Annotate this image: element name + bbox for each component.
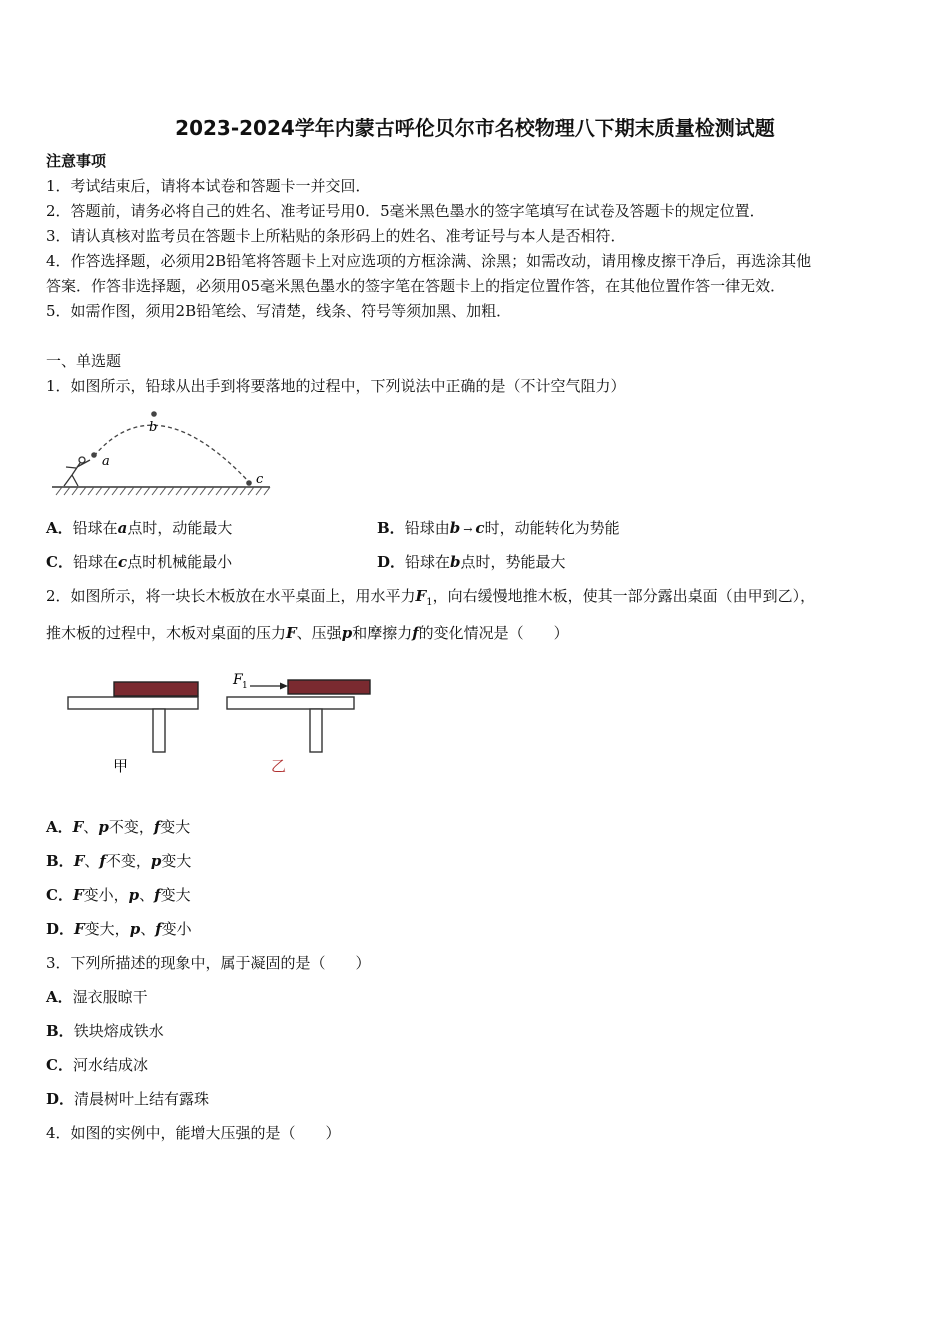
option-text: 变小 [161,920,192,938]
notice-item-5: 5．如需作图，须用2B铅笔绘、写清楚，线条、符号等须加黑、加粗． [46,302,512,320]
q2-option-a [46,817,190,837]
option-key: A． [46,988,73,1006]
q1-option-d [377,552,566,572]
label-a: a [102,454,110,469]
q3-option-c [46,1055,148,1075]
option-var: f [153,818,161,836]
notice-item-2: 2．答题前，请务必将自己的姓名、准考证号用0．5毫米黑色墨水的签字笔填写在试卷及答题卡的规定位置． [46,202,765,220]
option-var: c [475,519,485,537]
q2-option-c [46,885,191,905]
option-var: F [72,818,84,836]
q2-option-b [46,851,191,871]
stem-text: 2．如图所示，将一块长木板放在水平桌面上，用水平力 [46,587,416,605]
ground-hatch [56,487,270,495]
option-text: 铁块熔成铁水 [73,1022,164,1040]
stem-text: 、压强 [296,624,342,642]
option-text: 清晨树叶上结有露珠 [74,1090,210,1108]
q3-stem: 3．下列所描述的现象中，属于凝固的是（ ） [46,954,371,972]
option-text: 点时，势能最大 [460,553,566,571]
option-var: p [129,920,141,938]
option-text: 变大， [84,920,130,938]
option-text: 湿衣服晾干 [72,988,148,1006]
notice-item-4-cont: 答案．作答非选择题，必须用05毫米黑色墨水的签字笔在答题卡上的指定位置作答，在其他位置作答一律无效． [46,277,786,295]
option-key: D． [46,1090,75,1108]
option-text: 、 [84,852,100,870]
q1-figure [48,405,278,497]
option-var: p [128,886,140,904]
option-var: a [117,519,128,537]
q1-option-c [46,552,232,572]
option-key: B． [377,519,405,537]
stem-text: 和摩擦力 [352,624,413,642]
option-text: 不变， [105,852,151,870]
label-yi: 乙 [271,757,287,775]
q3-option-d [46,1089,209,1109]
stem-var: F [415,587,427,605]
option-text: 不变， [108,818,154,836]
thrower-figure [64,457,90,486]
notice-item-3: 3．请认真核对监考员在答题卡上所粘贴的条形码上的姓名、准考证号与本人是否相符． [46,227,626,245]
option-key: D． [46,920,75,938]
table-left [68,697,198,752]
option-var: c [117,553,128,571]
option-text: 、 [139,886,155,904]
option-key: C． [46,886,73,904]
force-sub: 1 [242,681,248,691]
point-a-ball [91,452,97,458]
table-right [227,697,354,752]
option-var: f [99,852,106,870]
q2-figure [60,664,380,782]
option-var: F [74,920,85,938]
trajectory-path [94,425,250,483]
option-key: B． [46,1022,74,1040]
page-title: 2023-2024学年内蒙古呼伦贝尔市名校物理八下期末质量检测试题 [175,116,775,140]
notice-heading: 注意事项 [46,152,107,170]
option-text: 点时，动能最大 [127,519,233,537]
option-key: A． [46,519,73,537]
option-text: 、 [140,920,156,938]
option-var: p [98,818,109,836]
q1-stem: 1．如图所示，铅球从出手到将要落地的过程中，下列说法中正确的是（不计空气阻力） [46,377,626,395]
option-text: 铅球在 [72,553,118,571]
option-key: B． [46,852,74,870]
option-text: 、 [83,818,99,836]
option-text: 时，动能转化为势能 [484,519,620,537]
stem-text: 的变化情况是（ ） [418,624,569,642]
stem-text: 推木板的过程中，木板对桌面的压力 [46,624,287,642]
option-key: C． [46,1056,73,1074]
force-arrow-icon [280,683,288,690]
option-text: 铅球在 [72,519,118,537]
q2-stem-line2 [46,623,569,643]
point-b-ball [151,411,157,417]
arrow-icon: → [463,523,473,536]
label-jia: 甲 [113,757,129,775]
option-text: 铅球在 [405,553,451,571]
option-text: 变大 [161,852,192,870]
q4-stem: 4．如图的实例中，能增大压强的是（ ） [46,1124,341,1142]
q1-option-b [377,518,620,540]
label-c: c [256,472,264,487]
option-key: A． [46,818,73,836]
option-key: D． [377,553,406,571]
board-left [114,682,198,696]
point-c-ball [246,480,252,486]
q1-option-a [46,518,232,538]
option-var: p [150,852,162,870]
q2-stem-line1 [46,586,815,613]
option-text: 变小， [83,886,129,904]
option-key: C． [46,553,73,571]
stem-sub: 1 [426,597,433,608]
notice-item-4: 4．作答选择题，必须用2B铅笔将答题卡上对应选项的方框涂满、涂黑；如需改动，请用橡皮擦干净后，再选涂其他 [46,252,812,270]
section-heading: 一、单选题 [46,352,122,370]
label-b: b [149,420,158,435]
stem-text: ，向右缓慢地推木板，使其一部分露出桌面（由甲到乙）， [432,587,816,605]
force-label: F [233,672,243,688]
option-var: F [72,886,84,904]
option-var: b [450,553,461,571]
option-text: 点时机械能最小 [127,553,233,571]
stem-var: f [412,624,419,642]
stem-var: F [286,624,297,642]
notice-item-1: 1．考试结束后，请将本试卷和答题卡一并交回． [46,177,371,195]
option-text: 变大 [160,886,191,904]
option-text: 变大 [160,818,191,836]
option-var: f [155,920,162,938]
option-var: b [449,519,461,537]
option-var: f [154,886,161,904]
option-var: F [73,852,85,870]
option-text: 河水结成冰 [72,1056,148,1074]
board-right [288,680,370,694]
q2-option-d [46,919,192,939]
stem-var: p [341,624,353,642]
option-text: 铅球由 [404,519,450,537]
q3-option-a [46,987,148,1007]
q3-option-b [46,1021,164,1041]
